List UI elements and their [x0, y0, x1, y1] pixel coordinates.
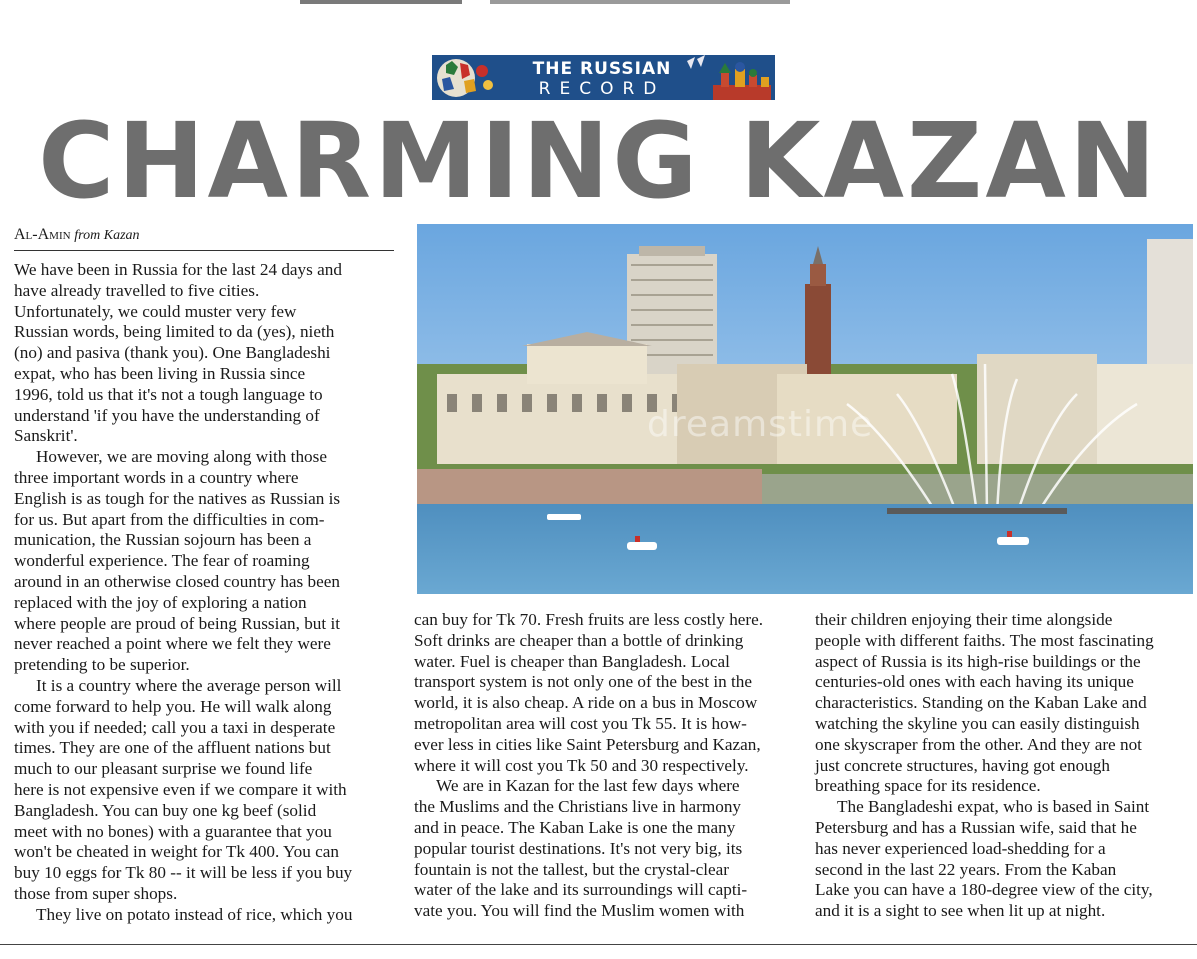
- article-line: Bangladesh. You can buy one kg beef (solid: [14, 800, 317, 820]
- section-badge: [432, 55, 775, 100]
- article-line: and in peace. The Kaban Lake is one the many: [414, 817, 736, 837]
- article-line: Sanskrit'.: [14, 426, 78, 446]
- article-line: popular tourist destinations. It's not very big, its: [414, 838, 743, 858]
- article-line: second in the last 22 years. From the Kaban: [815, 859, 1117, 879]
- badge-title-line-1: THE RUSSIAN: [532, 59, 672, 79]
- article-line: The Bangladeshi expat, who is based in Saint: [837, 797, 1150, 817]
- article-line: They live on potato instead of rice, which you: [36, 904, 353, 924]
- article-line: never reached a point where we felt they were: [14, 634, 331, 654]
- badge-title-line-2: RECORD: [538, 79, 666, 99]
- article-line: pretending to be superior.: [14, 655, 190, 675]
- kremlin-graphic: [683, 55, 773, 100]
- article-line: and it is a sight to see when lit up at night.: [815, 901, 1106, 921]
- article-line: characteristics. Standing on the Kaban Lake and: [815, 693, 1147, 713]
- article-line: transport system is not only one of the best in the: [414, 672, 752, 692]
- article-line: centuries-old ones with each having its unique: [815, 672, 1134, 692]
- article-line: just concrete structures, having got enough: [815, 755, 1110, 775]
- article-line: wonderful experience. The fear of roaming: [14, 551, 310, 571]
- kazan-lake-photo: [417, 224, 1193, 594]
- article-line: munication, the Russian sojourn has been a: [14, 530, 312, 550]
- article-line: water. Fuel is cheaper than Bangladesh. Local: [414, 651, 730, 671]
- article-line: (no) and pasiva (thank you). One Bangladeshi: [14, 343, 331, 363]
- byline-location: from Kazan: [74, 228, 140, 243]
- article-line: watching the skyline you can easily distinguish: [815, 713, 1140, 733]
- article-line: meet with no bones) with a guarantee that you: [14, 821, 332, 841]
- article-line: fountain is not the tallest, but the crystal-clear: [414, 859, 730, 879]
- article-line: their children enjoying their time alongside: [815, 610, 1113, 629]
- article-line: three important words in a country where: [14, 467, 299, 487]
- article-column-3: [815, 610, 1197, 922]
- article-line: with you if needed; call you a taxi in desperate: [14, 717, 336, 737]
- article-line: 1996, told us that it's not a tough language to: [14, 384, 323, 404]
- article-line: have already travelled to five cities.: [14, 280, 260, 300]
- headline: CHARMING KAZAN: [38, 100, 1159, 222]
- article-line: water of the lake and its surroundings will capti-: [414, 880, 748, 900]
- article-line: aspect of Russia is its high-rise buildings or the: [815, 651, 1141, 671]
- article-line: where people are proud of being Russian, but it: [14, 613, 341, 633]
- article-line: much to our pleasant surprise we found life: [14, 759, 313, 779]
- photo-watermark: dreamstime: [647, 404, 874, 445]
- article-line: vate you. You will find the Muslim women with: [414, 901, 745, 921]
- article-line: understand 'if you have the understanding of: [14, 405, 320, 425]
- article-line: buy 10 eggs for Tk 80 -- it will be less if you buy: [14, 863, 353, 883]
- article-line: Russian words, being limited to da (yes), nieth: [14, 322, 335, 342]
- article-column-2: [414, 610, 794, 922]
- article-line: metropolitan area will cost you Tk 55. It is how-: [414, 713, 747, 733]
- article-line: However, we are moving along with those: [36, 447, 327, 467]
- article-column-1: [14, 260, 400, 926]
- article-line: where it will cost you Tk 50 and 30 respectively.: [414, 755, 749, 775]
- article-line: Soft drinks are cheaper than a bottle of drinking: [414, 630, 744, 650]
- article-line: the Muslims and the Christians live in harmony: [414, 797, 742, 817]
- article-line: breathing space for its residence.: [815, 776, 1041, 796]
- article-line: can buy for Tk 70. Fresh fruits are less costly here.: [414, 610, 764, 629]
- article-line: We have been in Russia for the last 24 days and: [14, 260, 342, 279]
- article-line: ever less in cities like Saint Petersburg and Kazan,: [414, 734, 761, 754]
- article-line: expat, who has been living in Russia since: [14, 363, 306, 383]
- article-line: English is as tough for the natives as Russian is: [14, 488, 341, 508]
- article-line: around in an otherwise closed country has been: [14, 571, 340, 591]
- article-line: here is not expensive even if we compare it with: [14, 779, 347, 799]
- article-line: Petersburg and has a Russian wife, said that he: [815, 817, 1137, 837]
- top-advert-strip: [300, 0, 800, 6]
- article-line: one skyscraper from the other. And they are not: [815, 734, 1142, 754]
- article-line: replaced with the joy of exploring a nation: [14, 592, 307, 612]
- advert-fragment-right: [490, 0, 790, 4]
- article-line: won't be cheated in weight for Tk 400. You can: [14, 842, 339, 862]
- article-line: has never experienced load-shedding for a: [815, 838, 1106, 858]
- advert-fragment-left: [300, 0, 462, 4]
- article-line: those from super shops.: [14, 883, 178, 903]
- article-line: people with different faiths. The most fascinating: [815, 630, 1154, 650]
- article-line: Lake you can have a 180-degree view of the city,: [815, 880, 1153, 900]
- bottom-rule: [0, 944, 1197, 945]
- article-line: Unfortunately, we could muster very few: [14, 301, 297, 321]
- article-line: for us. But apart from the difficulties in com-: [14, 509, 325, 529]
- article-line: We are in Kazan for the last few days where: [436, 776, 740, 796]
- football-players-graphic: [434, 57, 496, 98]
- article-line: times. They are one of the affluent nations but: [14, 738, 331, 758]
- byline: [14, 226, 394, 251]
- article-line: come forward to help you. He will walk along: [14, 696, 332, 716]
- byline-author: Al-Amin: [14, 226, 71, 243]
- article-line: world, it is also cheap. A ride on a bus in Moscow: [414, 693, 758, 713]
- article-line: It is a country where the average person will: [36, 675, 342, 695]
